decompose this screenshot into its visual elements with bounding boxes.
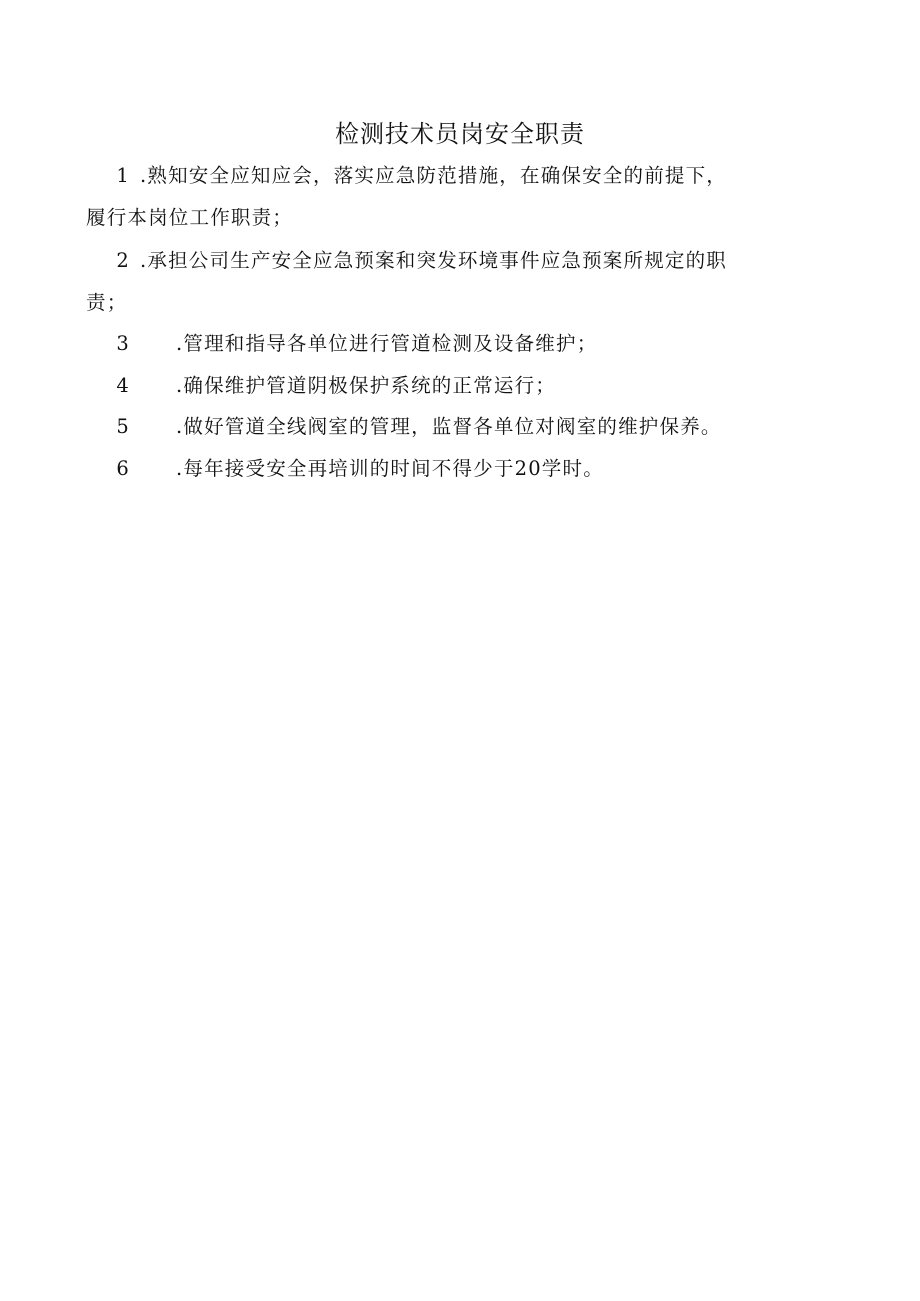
document-title: 检测技术员岗安全职责 bbox=[335, 120, 585, 148]
duty-item-3-line bbox=[86, 323, 826, 365]
duty-item-6-line bbox=[86, 448, 826, 490]
duty-item-6-number: 6 bbox=[116, 457, 130, 480]
duty-item-6 bbox=[86, 448, 826, 490]
duty-item-1-number: 1 bbox=[116, 164, 130, 187]
duty-item-2-line-2: 责； bbox=[86, 291, 128, 314]
duty-item-1-line-1 bbox=[86, 155, 826, 197]
duty-item-4-number: 4 bbox=[116, 374, 130, 397]
duty-item-5 bbox=[86, 406, 826, 448]
duty-item-5-number: 5 bbox=[116, 415, 130, 438]
duty-item-1-text: .熟知安全应知应会，落实应急防范措施，在确保安全的前提下， bbox=[140, 164, 727, 187]
duty-item-4 bbox=[86, 365, 826, 407]
duty-item-1-line-2: 履行本岗位工作职责； bbox=[86, 206, 294, 229]
duty-item-3-number: 3 bbox=[116, 332, 130, 355]
duty-item-4-text: .确保维护管道阴极保护系统的正常运行； bbox=[176, 374, 556, 397]
duty-item-5-text: .做好管道全线阀室的管理，监督各单位对阀室的维护保养。 bbox=[176, 415, 722, 438]
duty-item-5-line bbox=[86, 406, 826, 448]
duty-item-4-line bbox=[86, 365, 826, 407]
duty-item-3 bbox=[86, 323, 826, 365]
duty-item-2 bbox=[86, 240, 826, 324]
duty-item-1 bbox=[86, 155, 826, 239]
duty-item-2-number: 2 bbox=[116, 249, 130, 272]
duty-item-2-text: .承担公司生产安全应急预案和突发环境事件应急预案所规定的职 bbox=[140, 249, 727, 272]
duty-item-3-text: .管理和指导各单位进行管道检测及设备维护； bbox=[176, 332, 598, 355]
duty-item-6-text: .每年接受安全再培训的时间不得少于20学时。 bbox=[176, 457, 604, 480]
duty-item-2-line-1 bbox=[86, 240, 826, 282]
